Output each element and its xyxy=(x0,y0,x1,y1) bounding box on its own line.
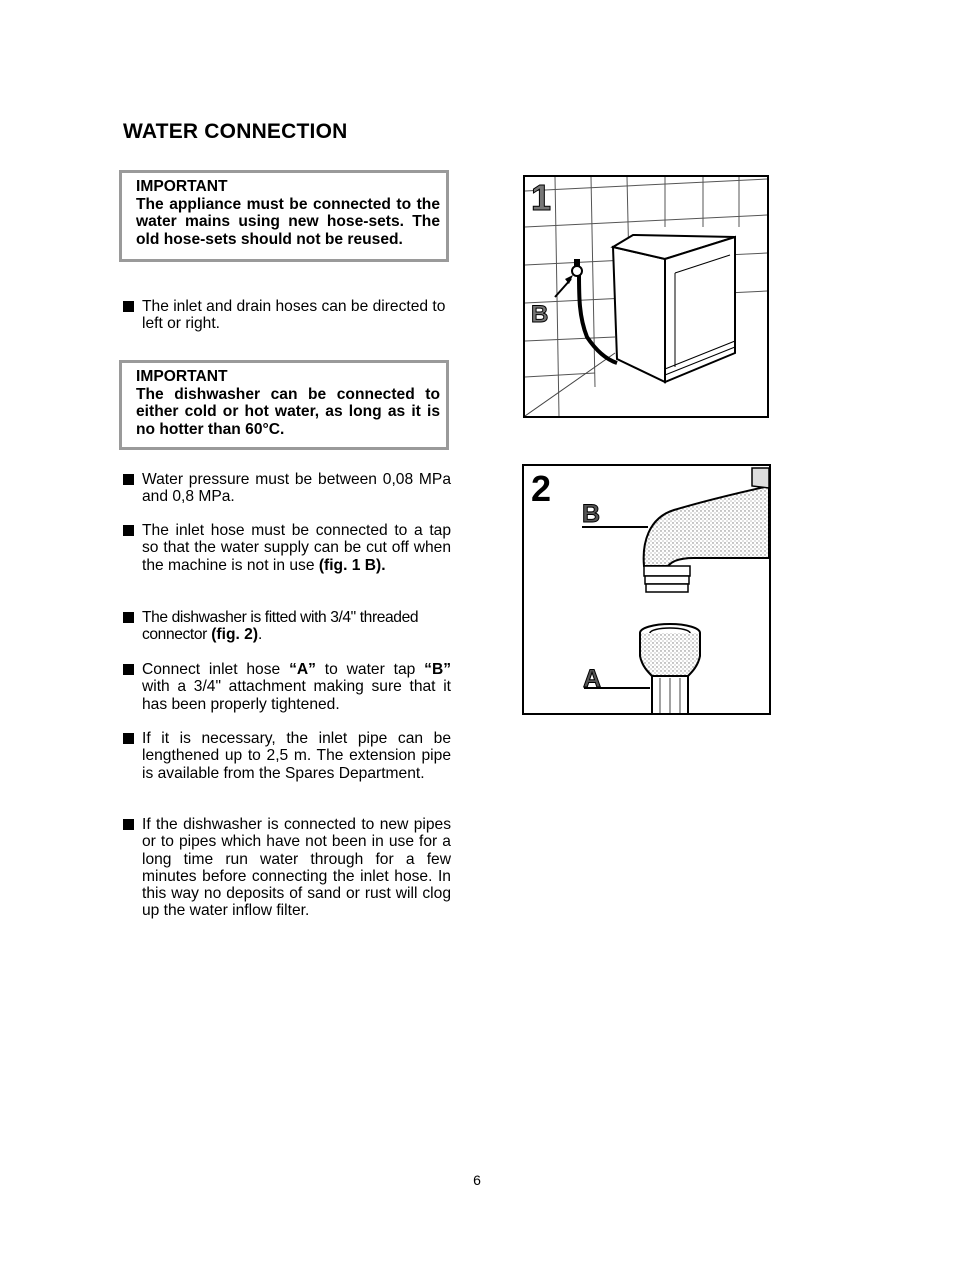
page-title: WATER CONNECTION xyxy=(123,120,348,143)
dishwasher-illustration xyxy=(525,177,767,416)
important-body: The dishwasher can be connected to either cold or hot water, as long as it is no hotter than 60°C. xyxy=(136,385,440,438)
bullet-threaded-connector: The dishwasher is fitted with 3/4" threaded connector (fig. 2). xyxy=(123,609,451,644)
figure-1-dishwasher-tap xyxy=(523,175,769,418)
bullet-square-icon xyxy=(123,612,134,623)
page-number: 6 xyxy=(473,1172,481,1188)
figure-2-number: 2 xyxy=(531,468,552,509)
tap-label: “B” xyxy=(424,661,452,678)
figure-reference: (fig. 2) xyxy=(211,626,259,644)
figure-reference: (fig. 1 B). xyxy=(318,556,386,574)
important-notice-hose-sets xyxy=(119,170,449,262)
important-body: The appliance must be connected to the water mains using new hose-sets. The old hose-sets should not be reused. xyxy=(136,195,440,248)
bullet-square-icon xyxy=(123,301,134,312)
bullet-square-icon xyxy=(123,733,134,744)
figure-1-number: 1 xyxy=(531,177,552,218)
bullet-extension-pipe: If it is necessary, the inlet pipe can be lengthened up to 2,5 m. The extension pipe is available from the Spares Department. xyxy=(123,730,451,782)
figure-2-label-b: B xyxy=(582,500,601,528)
bullet-new-pipes: If the dishwasher is connected to new pipes or to pipes which have not been in use for a long time run water through for a few minutes before connecting the inlet hose. In this way no deposits of sand or rust will clog up the water inflow filter. xyxy=(123,816,451,920)
bullet-connect-hose: Connect inlet hose “A” to water tap “B” with a 3/4" attachment making sure that it has been properly tightened. xyxy=(123,661,451,713)
bullet-square-icon xyxy=(123,819,134,830)
bullet-hoses-direction: The inlet and drain hoses can be directed to left or right. xyxy=(123,298,451,333)
bullet-inlet-tap: The inlet hose must be connected to a tap so that the water supply can be cut off when the machine is not in use (fig. 1 B). xyxy=(123,522,451,574)
important-notice-water-temperature xyxy=(119,360,449,450)
important-heading: IMPORTANT xyxy=(136,178,228,195)
tap-and-hose-illustration xyxy=(524,466,769,713)
figure-2-label-a: A xyxy=(583,665,602,693)
hose-label: “A” xyxy=(289,661,316,678)
bullet-square-icon xyxy=(123,474,134,485)
bullet-square-icon xyxy=(123,525,134,536)
figure-1-label-b: B xyxy=(531,301,549,328)
important-heading: IMPORTANT xyxy=(136,368,228,385)
figure-2-tap-connector xyxy=(522,464,771,715)
bullet-water-pressure: Water pressure must be between 0,08 MPa and 0,8 MPa. xyxy=(123,471,451,506)
bullet-square-icon xyxy=(123,664,134,675)
